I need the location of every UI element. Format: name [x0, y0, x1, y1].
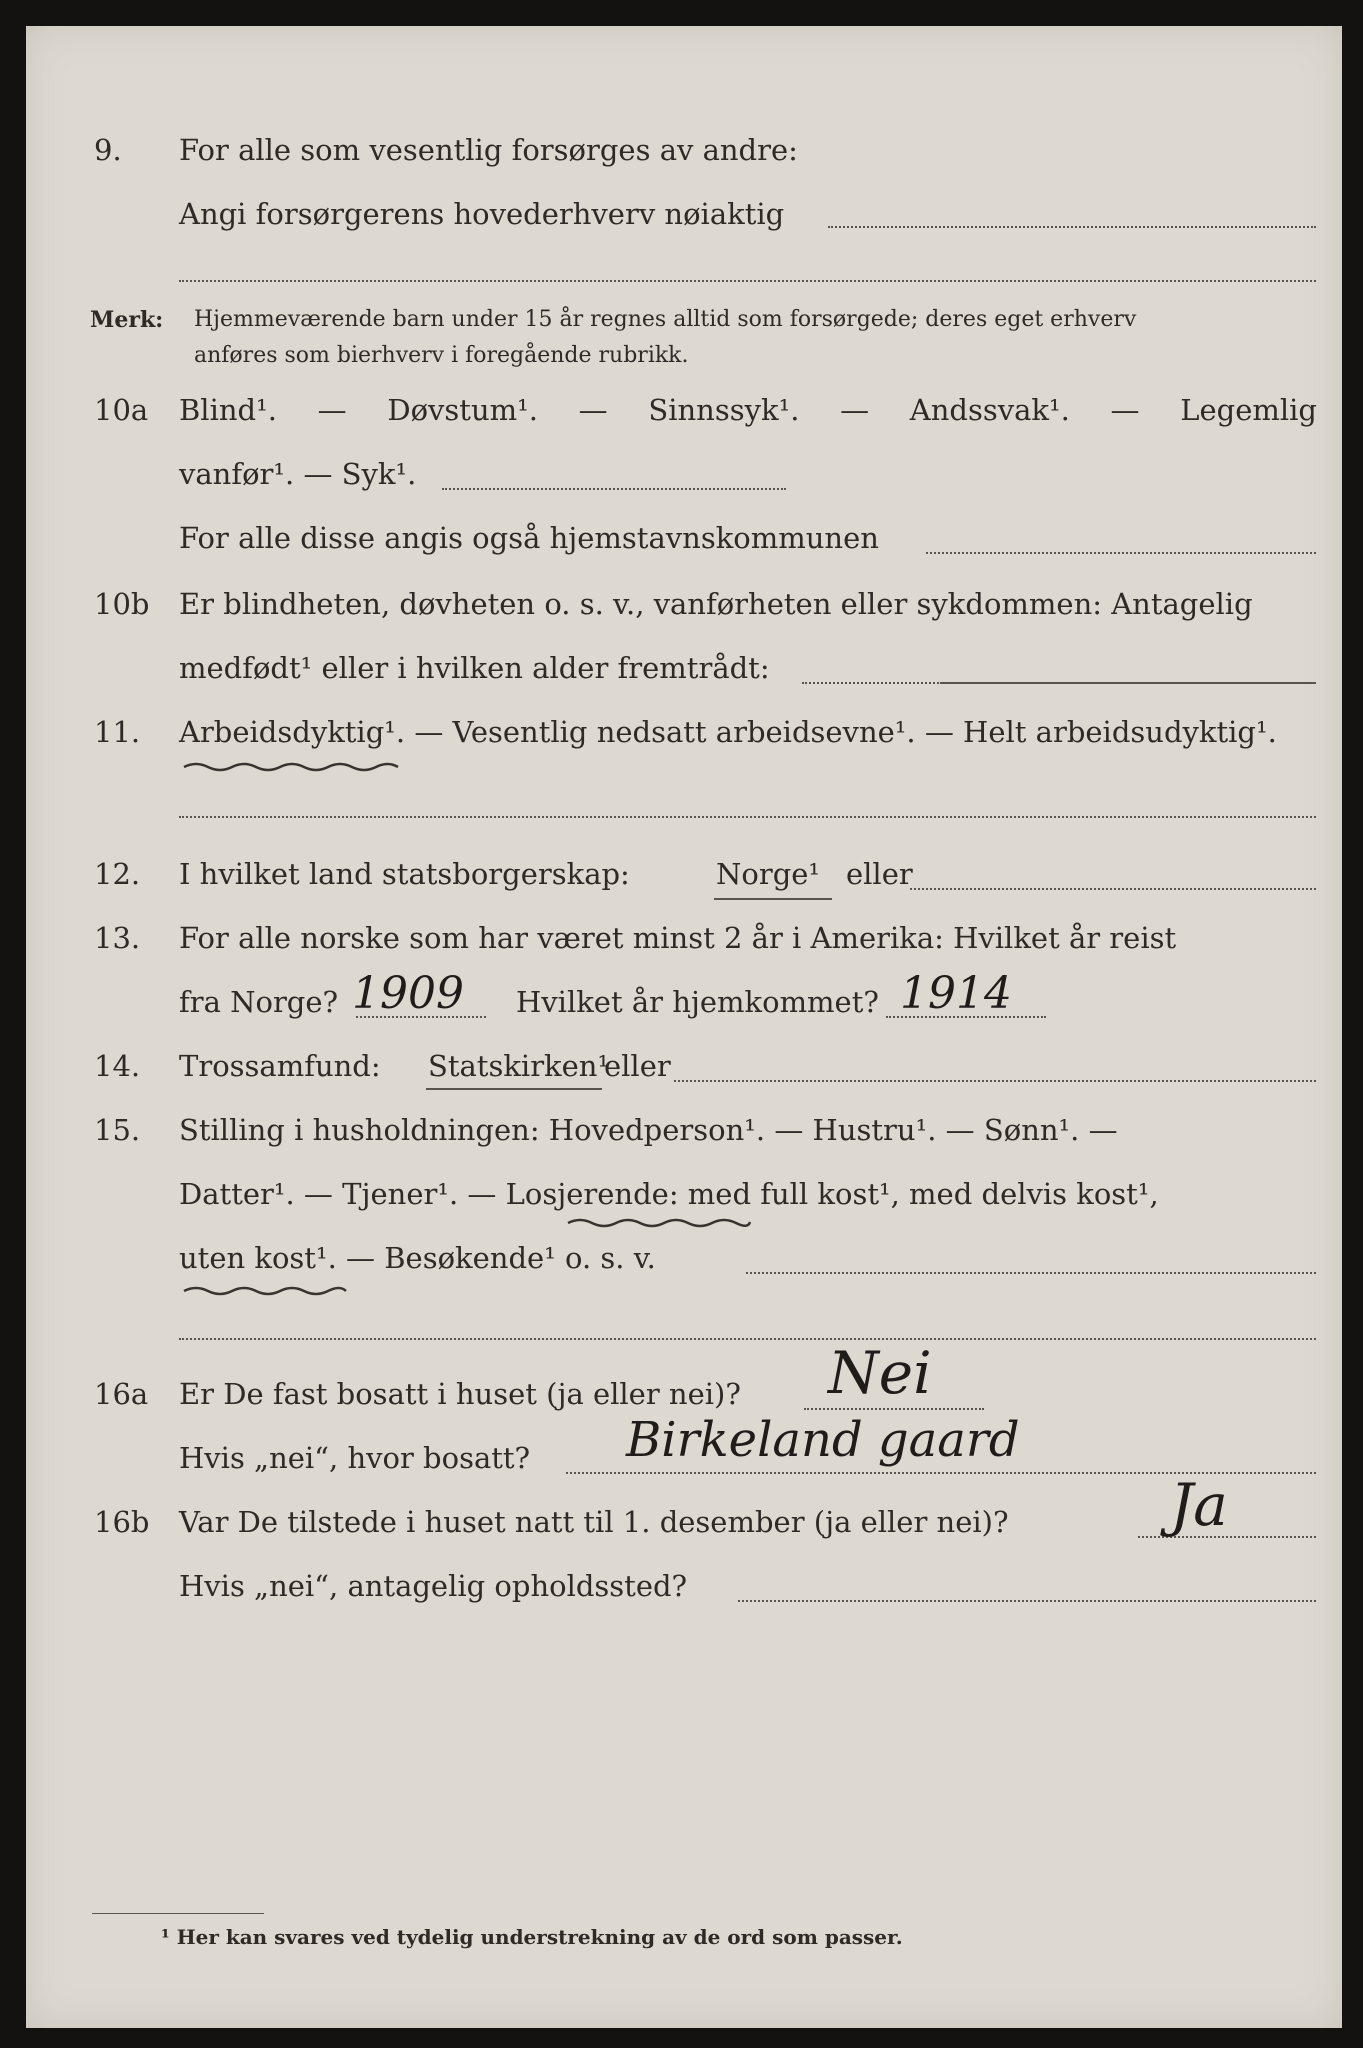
question-text: For alle som vesentlig forsørges av andre: [179, 133, 798, 167]
question-text: Datter¹. — Tjener¹. — Losjerende: med full kost¹, med delvis kost¹, [179, 1177, 1159, 1211]
question-text: eller [846, 857, 913, 891]
answer-line [942, 682, 1316, 684]
question-16b-row-2 [26, 1564, 1342, 1608]
note-text: anføres som bierhverv i foregående rubrikk. [194, 343, 689, 368]
handwritten-underline [566, 1216, 752, 1230]
handwritten-underline [182, 760, 402, 774]
question-15-row-2 [26, 1172, 1342, 1216]
answer-line [802, 682, 942, 684]
question-text: Angi forsørgerens hovederhverv nøiaktig [179, 197, 785, 231]
answer-line [738, 1600, 1316, 1602]
question-text: Arbeidsdyktig¹. — Vesentlig nedsatt arbeidsevne¹. — Helt arbeidsudyktig¹. [179, 715, 1277, 749]
question-14-row [26, 1044, 1342, 1088]
answer-line [910, 888, 1316, 890]
answer-line [179, 1338, 1316, 1340]
question-16a-row [26, 1372, 1342, 1416]
question-13-row [26, 916, 1342, 960]
separator: — [578, 393, 608, 427]
question-12-row [26, 852, 1342, 896]
question-text: Stilling i husholdningen: Hovedperson¹. — Hustru¹. — Sønn¹. — [179, 1113, 1118, 1147]
question-15-row [26, 1108, 1342, 1152]
separator: — [1110, 393, 1140, 427]
question-text: I hvilket land statsborgerskap: [179, 857, 630, 891]
question-text: Var De tilstede i huset natt til 1. desember (ja eller nei)? [179, 1505, 1009, 1539]
question-text: fra Norge? [179, 985, 339, 1019]
question-text: vanfør¹. — Syk¹. [179, 457, 417, 491]
answer-line [179, 816, 1316, 818]
option-dovstum: Døvstum¹. [387, 393, 538, 427]
question-number: 16b [94, 1505, 150, 1539]
question-16b-row [26, 1500, 1342, 1544]
census-form-page [26, 26, 1342, 2028]
question-number: 10a [94, 393, 149, 427]
question-15-row-3 [26, 1236, 1342, 1280]
question-10a-row-3 [26, 516, 1342, 560]
answer-line [804, 1408, 984, 1410]
question-text: Hvis „nei“, antagelig opholdssted? [179, 1569, 688, 1603]
question-number: 9. [94, 133, 122, 167]
question-number: 12. [94, 857, 141, 891]
question-number: 13. [94, 921, 141, 955]
note-text: Hjemmeværende barn under 15 år regnes alltid som forsørgede; deres eget erhverv [194, 307, 1137, 332]
question-text: medfødt¹ eller i hvilken alder fremtrådt: [179, 651, 770, 685]
question-number: 15. [94, 1113, 141, 1147]
question-number: 11. [94, 715, 141, 749]
handwritten-answer-resident: Nei [828, 1339, 932, 1407]
option-statskirken: Statskirken¹ [428, 1049, 610, 1083]
separator: — [317, 393, 347, 427]
option-norge: Norge¹ [716, 857, 821, 891]
question-text: For alle norske som har været minst 2 år i Amerika: Hvilket år reist [179, 921, 1177, 955]
separator: — [840, 393, 870, 427]
note-row-2 [26, 334, 1342, 378]
handwritten-answer-year-returned: 1914 [900, 968, 1012, 1019]
question-number: 16a [94, 1377, 149, 1411]
question-options [179, 388, 1317, 432]
question-text: eller [604, 1049, 671, 1083]
question-10a-row-2 [26, 452, 1342, 496]
handwritten-underline [182, 1284, 348, 1298]
question-10b-row [26, 582, 1342, 626]
question-10a-row [26, 388, 1342, 432]
handwritten-answer-present: Ja [1170, 1471, 1228, 1539]
option-sinnssyk: Sinnssyk¹. [648, 393, 800, 427]
question-number: 10b [94, 587, 150, 621]
handwritten-answer-residence: Birkeland gaard [626, 1412, 1020, 1468]
answer-line [179, 280, 1316, 282]
question-text: For alle disse angis også hjemstavnskommunen [179, 521, 879, 555]
question-9-row [26, 128, 1342, 172]
question-number: 14. [94, 1049, 141, 1083]
option-andssvak: Andssvak¹. [909, 393, 1070, 427]
answer-line [746, 1272, 1316, 1274]
question-11-row [26, 710, 1342, 754]
footnote-rule [92, 1913, 264, 1914]
answer-line [828, 226, 1316, 228]
question-13-row-2 [26, 980, 1342, 1024]
question-10b-row-2 [26, 646, 1342, 690]
footnote-text: ¹ Her kan svares ved tydelig understrekning av de ord som passer. [161, 1925, 903, 1949]
question-text: Hvilket år hjemkommet? [516, 985, 879, 1019]
handwritten-underline [714, 898, 832, 900]
question-text: Er De fast bosatt i huset (ja eller nei)? [179, 1377, 741, 1411]
question-text: uten kost¹. — Besøkende¹ o. s. v. [179, 1241, 656, 1275]
handwritten-underline [426, 1088, 602, 1090]
question-text: Er blindheten, døvheten o. s. v., vanførheten eller sykdommen: Antagelig [179, 587, 1253, 621]
note-label: Merk: [90, 307, 164, 333]
answer-line [926, 552, 1316, 554]
option-legemlig: Legemlig [1180, 393, 1317, 427]
option-blind: Blind¹. [179, 393, 277, 427]
answer-line [674, 1080, 1316, 1082]
question-9-row-2 [26, 192, 1342, 236]
handwritten-answer-year-left: 1909 [352, 968, 464, 1019]
answer-line [442, 488, 786, 490]
question-text: Hvis „nei“, hvor bosatt? [179, 1441, 531, 1475]
question-text: Trossamfund: [179, 1049, 381, 1083]
